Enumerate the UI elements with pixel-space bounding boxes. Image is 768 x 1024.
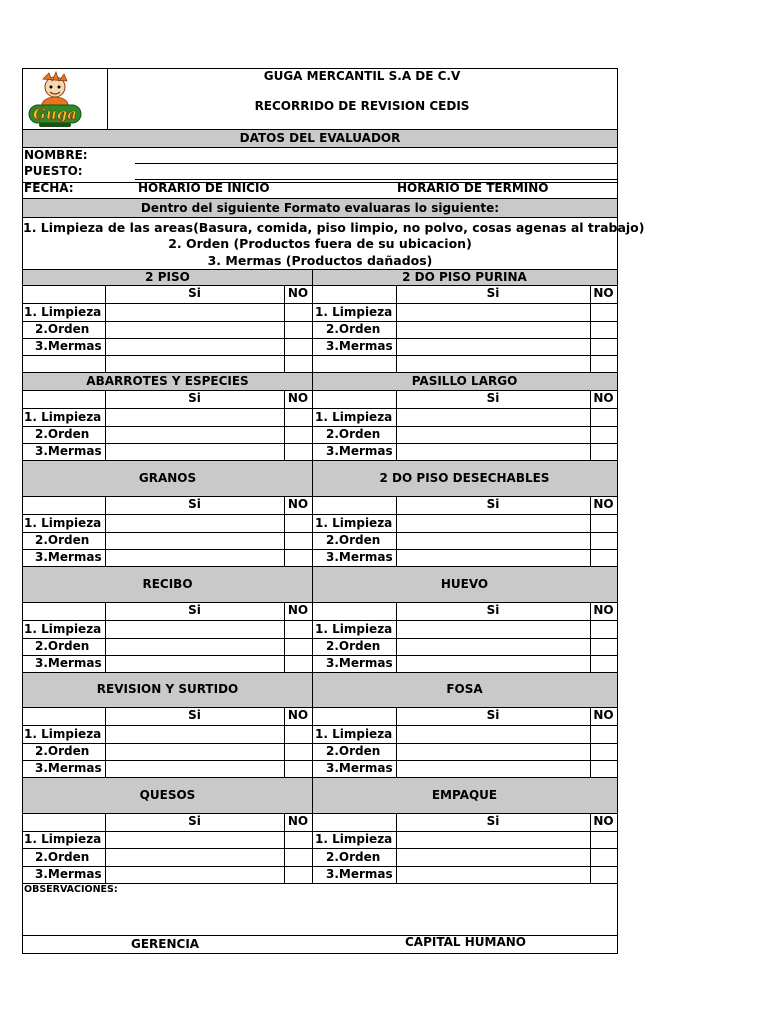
si-cell[interactable] xyxy=(105,321,284,338)
evaluator-section-title: DATOS DEL EVALUADOR xyxy=(239,131,401,145)
date-label: FECHA: xyxy=(24,181,74,195)
management-signature-label: GERENCIA xyxy=(131,937,200,951)
section-title-right: PASILLO LARGO xyxy=(411,374,518,388)
column-header-si: Si xyxy=(188,603,201,617)
no-cell[interactable] xyxy=(590,426,617,443)
column-header-si: Si xyxy=(486,286,500,300)
column-header-no: NO xyxy=(287,497,309,511)
criteria-label: 3.Mermas xyxy=(326,444,393,458)
criteria-label: 2.Orden xyxy=(35,639,90,653)
name-field-line[interactable] xyxy=(135,163,617,164)
criteria-label: 1. Limpieza xyxy=(24,832,102,846)
criteria-label: 1. Limpieza xyxy=(24,622,102,636)
criteria-label: 3.Mermas xyxy=(326,656,393,670)
section-title-right: 2 DO PISO PURINA xyxy=(402,270,527,284)
criteria-label: 2.Orden xyxy=(326,533,381,547)
si-cell[interactable] xyxy=(396,443,590,460)
criteria-label: 3.Mermas xyxy=(35,339,102,353)
page-title: RECORRIDO DE REVISION CEDIS xyxy=(254,99,470,113)
no-cell[interactable] xyxy=(284,549,312,566)
no-cell[interactable] xyxy=(284,831,312,848)
no-cell[interactable] xyxy=(284,321,312,338)
logo-wordmark: Guga xyxy=(33,105,77,123)
si-cell[interactable] xyxy=(396,831,590,848)
si-cell[interactable] xyxy=(105,443,284,460)
section-title-right: EMPAQUE xyxy=(431,788,498,802)
column-header-si: Si xyxy=(486,497,500,511)
si-cell[interactable] xyxy=(105,549,284,566)
criteria-label: 3.Mermas xyxy=(35,656,102,670)
no-cell[interactable] xyxy=(284,620,312,638)
no-cell[interactable] xyxy=(590,848,617,866)
section-title-left: RECIBO xyxy=(142,577,193,591)
no-cell[interactable] xyxy=(590,866,617,883)
si-cell[interactable] xyxy=(396,638,590,655)
position-field-line[interactable] xyxy=(135,179,617,180)
no-cell[interactable] xyxy=(590,831,617,848)
si-cell[interactable] xyxy=(396,549,590,566)
no-cell[interactable] xyxy=(590,725,617,743)
si-cell[interactable] xyxy=(105,638,284,655)
no-cell[interactable] xyxy=(590,638,617,655)
no-cell[interactable] xyxy=(284,514,312,532)
no-cell[interactable] xyxy=(284,532,312,549)
criteria-label: 3.Mermas xyxy=(35,761,102,775)
si-cell[interactable] xyxy=(396,655,590,672)
criteria-label: 3.Mermas xyxy=(35,444,102,458)
criteria-label: 1. Limpieza xyxy=(315,622,393,636)
si-cell[interactable] xyxy=(105,408,284,426)
name-label: NOMBRE: xyxy=(24,148,88,162)
criteria-label: 2.Orden xyxy=(326,427,381,441)
no-cell[interactable] xyxy=(284,426,312,443)
si-cell[interactable] xyxy=(396,866,590,883)
column-header-no: NO xyxy=(593,708,614,722)
criteria-label: 3.Mermas xyxy=(326,761,393,775)
criteria-label: 2.Orden xyxy=(35,850,90,864)
no-cell[interactable] xyxy=(284,655,312,672)
column-header-no: NO xyxy=(593,814,614,828)
si-cell[interactable] xyxy=(396,321,590,338)
no-cell[interactable] xyxy=(590,514,617,532)
end-time-label: HORARIO DE TERMINO xyxy=(397,181,549,195)
column-header-si: Si xyxy=(486,814,500,828)
si-cell[interactable] xyxy=(105,303,284,321)
no-cell[interactable] xyxy=(590,620,617,638)
si-cell[interactable] xyxy=(105,338,284,355)
no-cell[interactable] xyxy=(284,760,312,777)
no-cell[interactable] xyxy=(590,321,617,338)
section-title-left: REVISION Y SURTIDO xyxy=(96,682,239,696)
column-header-si: Si xyxy=(486,391,500,405)
no-cell[interactable] xyxy=(590,443,617,460)
no-cell[interactable] xyxy=(284,743,312,760)
si-cell[interactable] xyxy=(105,655,284,672)
si-cell[interactable] xyxy=(105,760,284,777)
si-cell[interactable] xyxy=(105,514,284,532)
section-title-left: QUESOS xyxy=(139,788,196,802)
no-cell[interactable] xyxy=(284,338,312,355)
no-cell[interactable] xyxy=(590,655,617,672)
column-header-no: NO xyxy=(287,708,309,722)
column-header-si: Si xyxy=(188,286,201,300)
criteria-label: 1. Limpieza xyxy=(315,516,393,530)
hr-signature-label: CAPITAL HUMANO xyxy=(405,935,526,949)
criteria-label: 1. Limpieza xyxy=(24,727,102,741)
position-label: PUESTO: xyxy=(24,164,83,178)
criteria-label: 3.Mermas xyxy=(326,339,393,353)
section-title-right: HUEVO xyxy=(440,577,489,591)
criteria-label: 2.Orden xyxy=(35,322,90,336)
no-cell[interactable] xyxy=(284,408,312,426)
si-cell[interactable] xyxy=(396,514,590,532)
si-cell[interactable] xyxy=(105,725,284,743)
no-cell[interactable] xyxy=(590,532,617,549)
no-cell[interactable] xyxy=(284,725,312,743)
section-title-left: GRANOS xyxy=(138,471,197,485)
criteria-label: 1. Limpieza xyxy=(24,410,102,424)
instruction-item-2: 2. Orden (Productos fuera de su ubicacion) xyxy=(168,236,472,251)
criteria-label: 2.Orden xyxy=(35,744,90,758)
criteria-label: 1. Limpieza xyxy=(315,410,393,424)
si-cell[interactable] xyxy=(396,303,590,321)
company-name: GUGA MERCANTIL S.A DE C.V xyxy=(263,69,461,83)
no-cell[interactable] xyxy=(590,338,617,355)
criteria-label: 1. Limpieza xyxy=(24,305,102,319)
si-cell[interactable] xyxy=(396,725,590,743)
criteria-label: 2.Orden xyxy=(35,533,90,547)
column-header-si: Si xyxy=(188,497,201,511)
revision-form xyxy=(22,68,645,954)
no-cell[interactable] xyxy=(284,638,312,655)
si-cell[interactable] xyxy=(105,831,284,848)
criteria-label: 3.Mermas xyxy=(326,867,393,881)
criteria-label: 2.Orden xyxy=(326,850,381,864)
column-header-si: Si xyxy=(188,708,201,722)
si-cell[interactable] xyxy=(396,532,590,549)
observations-label: OBSERVACIONES: xyxy=(24,884,118,895)
si-cell[interactable] xyxy=(105,620,284,638)
column-header-no: NO xyxy=(287,814,309,828)
criteria-label: 2.Orden xyxy=(326,639,381,653)
si-cell[interactable] xyxy=(396,620,590,638)
column-header-no: NO xyxy=(593,497,614,511)
criteria-label: 1. Limpieza xyxy=(315,305,393,319)
no-cell[interactable] xyxy=(590,408,617,426)
column-header-si: Si xyxy=(188,814,201,828)
si-cell[interactable] xyxy=(396,743,590,760)
criteria-label: 2.Orden xyxy=(326,322,381,336)
si-cell[interactable] xyxy=(396,338,590,355)
si-cell[interactable] xyxy=(396,426,590,443)
column-header-no: NO xyxy=(593,391,614,405)
column-header-no: NO xyxy=(593,286,614,300)
guga-logo xyxy=(25,71,85,129)
si-cell[interactable] xyxy=(396,848,590,866)
no-cell[interactable] xyxy=(284,848,312,866)
criteria-label: 1. Limpieza xyxy=(315,832,393,846)
si-cell[interactable] xyxy=(105,532,284,549)
no-cell[interactable] xyxy=(590,743,617,760)
criteria-label: 3.Mermas xyxy=(35,867,102,881)
column-header-no: NO xyxy=(287,603,309,617)
column-header-si: Si xyxy=(486,603,500,617)
instructions-title: Dentro del siguiente Formato evaluaras lo siguiente: xyxy=(140,201,500,215)
si-cell[interactable] xyxy=(105,426,284,443)
criteria-label: 2.Orden xyxy=(326,744,381,758)
section-title-right: FOSA xyxy=(446,682,483,696)
column-header-no: NO xyxy=(593,603,614,617)
column-header-no: NO xyxy=(287,391,309,405)
no-cell[interactable] xyxy=(590,760,617,777)
column-header-si: Si xyxy=(188,391,201,405)
no-cell[interactable] xyxy=(590,303,617,321)
no-cell[interactable] xyxy=(284,866,312,883)
si-cell[interactable] xyxy=(105,743,284,760)
criteria-label: 2.Orden xyxy=(35,427,90,441)
start-time-label: HORARIO DE INICIO xyxy=(138,181,270,195)
no-cell[interactable] xyxy=(284,303,312,321)
criteria-label: 3.Mermas xyxy=(35,550,102,564)
section-title-left: 2 PISO xyxy=(145,270,190,284)
si-cell[interactable] xyxy=(105,848,284,866)
criteria-label: 1. Limpieza xyxy=(24,516,102,530)
si-cell[interactable] xyxy=(396,408,590,426)
no-cell[interactable] xyxy=(284,443,312,460)
column-header-no: NO xyxy=(287,286,309,300)
instruction-item-3: 3. Mermas (Productos dañados) xyxy=(207,253,433,268)
no-cell[interactable] xyxy=(590,549,617,566)
si-cell[interactable] xyxy=(396,760,590,777)
si-cell[interactable] xyxy=(105,866,284,883)
column-header-si: Si xyxy=(486,708,500,722)
criteria-label: 1. Limpieza xyxy=(315,727,393,741)
instruction-item-1: 1. Limpieza de las areas(Basura, comida, piso limpio, no polvo, cosas agenas al trabajo) xyxy=(23,220,645,235)
section-title-left: ABARROTES Y ESPECIES xyxy=(86,374,249,388)
criteria-label: 3.Mermas xyxy=(326,550,393,564)
section-title-right: 2 DO PISO DESECHABLES xyxy=(379,471,550,485)
